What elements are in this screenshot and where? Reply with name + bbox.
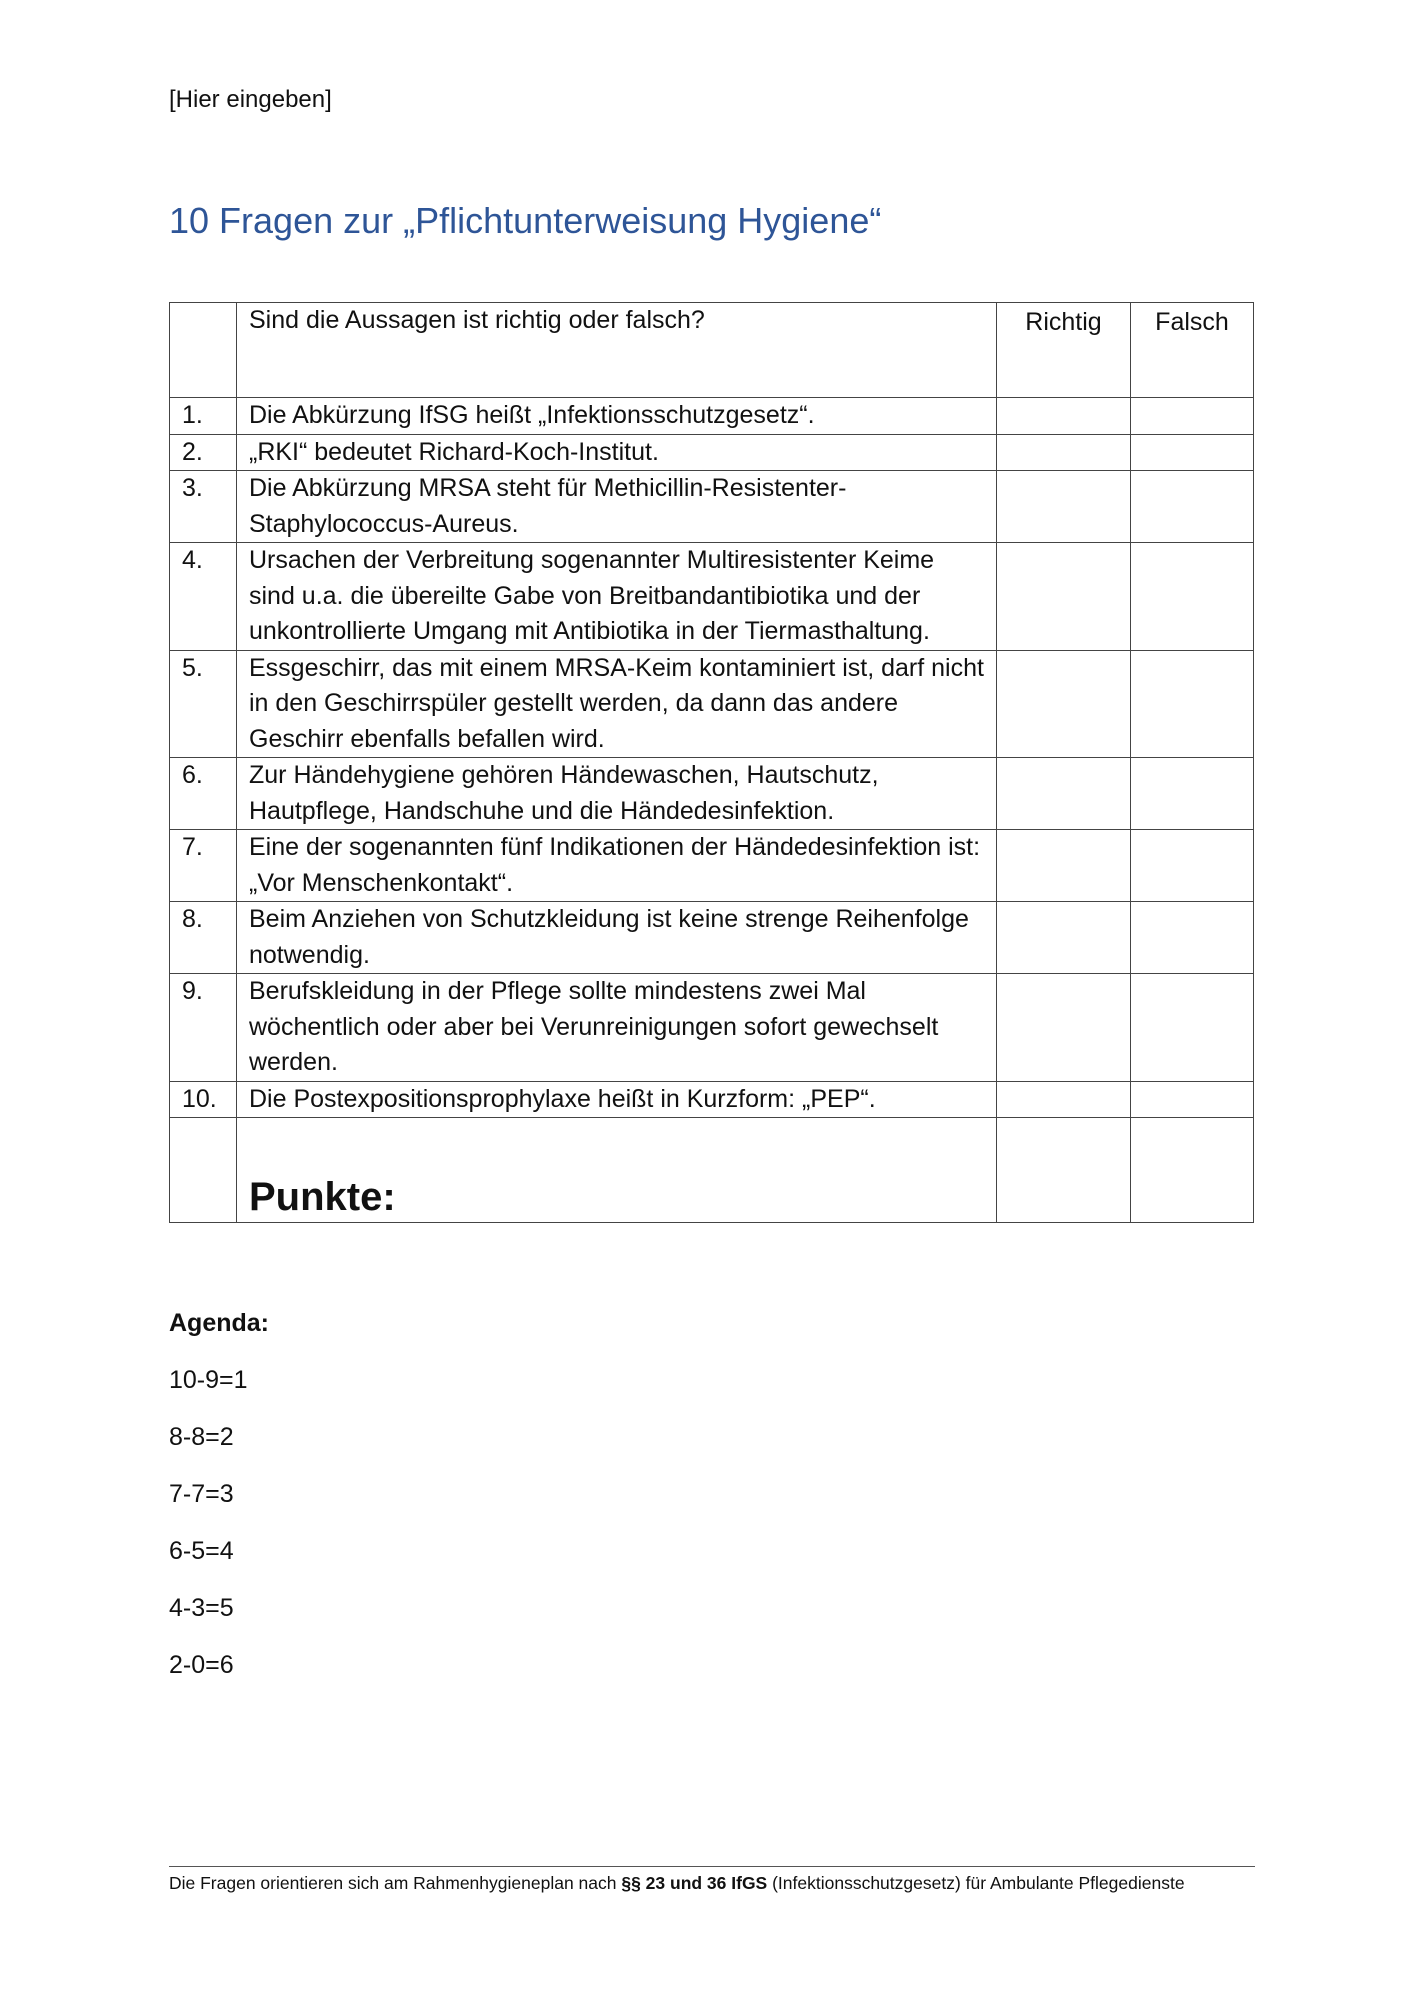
statement-text: Essgeschirr, das mit einem MRSA-Keim kontaminiert ist, darf nicht in den Geschirrspüler gestellt werden, da dann das andere Geschirr ebenfalls befallen wird. <box>237 650 997 758</box>
row-number: 7. <box>170 830 237 902</box>
richtig-points-cell[interactable] <box>997 1118 1131 1223</box>
falsch-header: Falsch <box>1131 303 1254 398</box>
richtig-answer-cell[interactable] <box>997 471 1131 543</box>
falsch-answer-cell[interactable] <box>1131 902 1254 974</box>
table-row <box>170 471 1254 543</box>
falsch-answer-cell[interactable] <box>1131 471 1254 543</box>
agenda-item: 10-9=1 <box>169 1366 248 1394</box>
table-row <box>170 398 1254 435</box>
falsch-answer-cell[interactable] <box>1131 650 1254 758</box>
table-row <box>170 902 1254 974</box>
header-num-cell <box>170 303 237 398</box>
agenda-item: 6-5=4 <box>169 1537 234 1565</box>
quiz-table <box>169 302 1254 1223</box>
question-header: Sind die Aussagen ist richtig oder falsch? <box>237 303 997 398</box>
statement-text: Zur Händehygiene gehören Händewaschen, Hautschutz, Hautpflege, Handschuhe und die Händedesinfektion. <box>237 758 997 830</box>
statement-text: Beim Anziehen von Schutzkleidung ist keine strenge Reihenfolge notwendig. <box>237 902 997 974</box>
falsch-answer-cell[interactable] <box>1131 1081 1254 1118</box>
footer-prefix: Die Fragen orientieren sich am Rahmenhygieneplan nach <box>169 1873 622 1893</box>
points-label-cell <box>237 1118 997 1223</box>
row-number: 3. <box>170 471 237 543</box>
falsch-answer-cell[interactable] <box>1131 434 1254 471</box>
agenda-item: 4-3=5 <box>169 1594 234 1622</box>
falsch-answer-cell[interactable] <box>1131 830 1254 902</box>
statement-text: Die Abkürzung MRSA steht für Methicillin-Resistenter-Staphylococcus-Aureus. <box>237 471 997 543</box>
row-number: 9. <box>170 974 237 1082</box>
header-placeholder: [Hier eingeben] <box>169 86 332 113</box>
row-number: 10. <box>170 1081 237 1118</box>
points-row <box>170 1118 1254 1223</box>
row-number: 2. <box>170 434 237 471</box>
table-row <box>170 1081 1254 1118</box>
richtig-answer-cell[interactable] <box>997 1081 1131 1118</box>
footer-divider <box>169 1866 1255 1867</box>
footer-law-reference: §§ 23 und 36 IfGS <box>621 1873 768 1893</box>
table-row <box>170 758 1254 830</box>
statement-text: „RKI“ bedeutet Richard-Koch-Institut. <box>237 434 997 471</box>
statement-text: Berufskleidung in der Pflege sollte mindestens zwei Mal wöchentlich oder aber bei Verunreinigungen sofort gewechselt werden. <box>237 974 997 1082</box>
table-row <box>170 650 1254 758</box>
falsch-answer-cell[interactable] <box>1131 758 1254 830</box>
richtig-header: Richtig <box>997 303 1131 398</box>
agenda-item: 8-8=2 <box>169 1423 234 1451</box>
table-row <box>170 974 1254 1082</box>
richtig-answer-cell[interactable] <box>997 543 1131 651</box>
points-label: Punkte: <box>249 1175 396 1219</box>
richtig-answer-cell[interactable] <box>997 974 1131 1082</box>
table-row <box>170 543 1254 651</box>
richtig-answer-cell[interactable] <box>997 830 1131 902</box>
page-title: 10 Fragen zur „Pflichtunterweisung Hygiene“ <box>169 200 882 241</box>
falsch-answer-cell[interactable] <box>1131 543 1254 651</box>
statement-text: Die Postexpositionsprophylaxe heißt in Kurzform: „PEP“. <box>237 1081 997 1118</box>
table-row <box>170 434 1254 471</box>
table-row <box>170 830 1254 902</box>
richtig-answer-cell[interactable] <box>997 434 1131 471</box>
row-number: 5. <box>170 650 237 758</box>
statement-text: Ursachen der Verbreitung sogenannter Multiresistenter Keime sind u.a. die übereilte Gabe von Breitbandantibiotika und der unkontrollierte Umgang mit Antibiotika in der Tiermasthaltung. <box>237 543 997 651</box>
row-number: 1. <box>170 398 237 435</box>
row-number: 6. <box>170 758 237 830</box>
falsch-answer-cell[interactable] <box>1131 398 1254 435</box>
row-number: 8. <box>170 902 237 974</box>
table-header-row <box>170 303 1254 398</box>
row-number: 4. <box>170 543 237 651</box>
agenda-section <box>169 1306 269 1705</box>
falsch-points-cell[interactable] <box>1131 1118 1254 1223</box>
richtig-answer-cell[interactable] <box>997 398 1131 435</box>
richtig-answer-cell[interactable] <box>997 650 1131 758</box>
agenda-title: Agenda: <box>169 1309 269 1337</box>
footer-suffix: (Infektionsschutzgesetz) für Ambulante Pflegedienste <box>767 1873 1185 1893</box>
richtig-answer-cell[interactable] <box>997 758 1131 830</box>
statement-text: Eine der sogenannten fünf Indikationen der Händedesinfektion ist: „Vor Menschenkontakt“. <box>237 830 997 902</box>
richtig-answer-cell[interactable] <box>997 902 1131 974</box>
points-num-cell <box>170 1118 237 1223</box>
statement-text: Die Abkürzung IfSG heißt „Infektionsschutzgesetz“. <box>237 398 997 435</box>
agenda-item: 7-7=3 <box>169 1480 234 1508</box>
falsch-answer-cell[interactable] <box>1131 974 1254 1082</box>
page-footer <box>169 1873 1185 1894</box>
agenda-item: 2-0=6 <box>169 1651 234 1679</box>
